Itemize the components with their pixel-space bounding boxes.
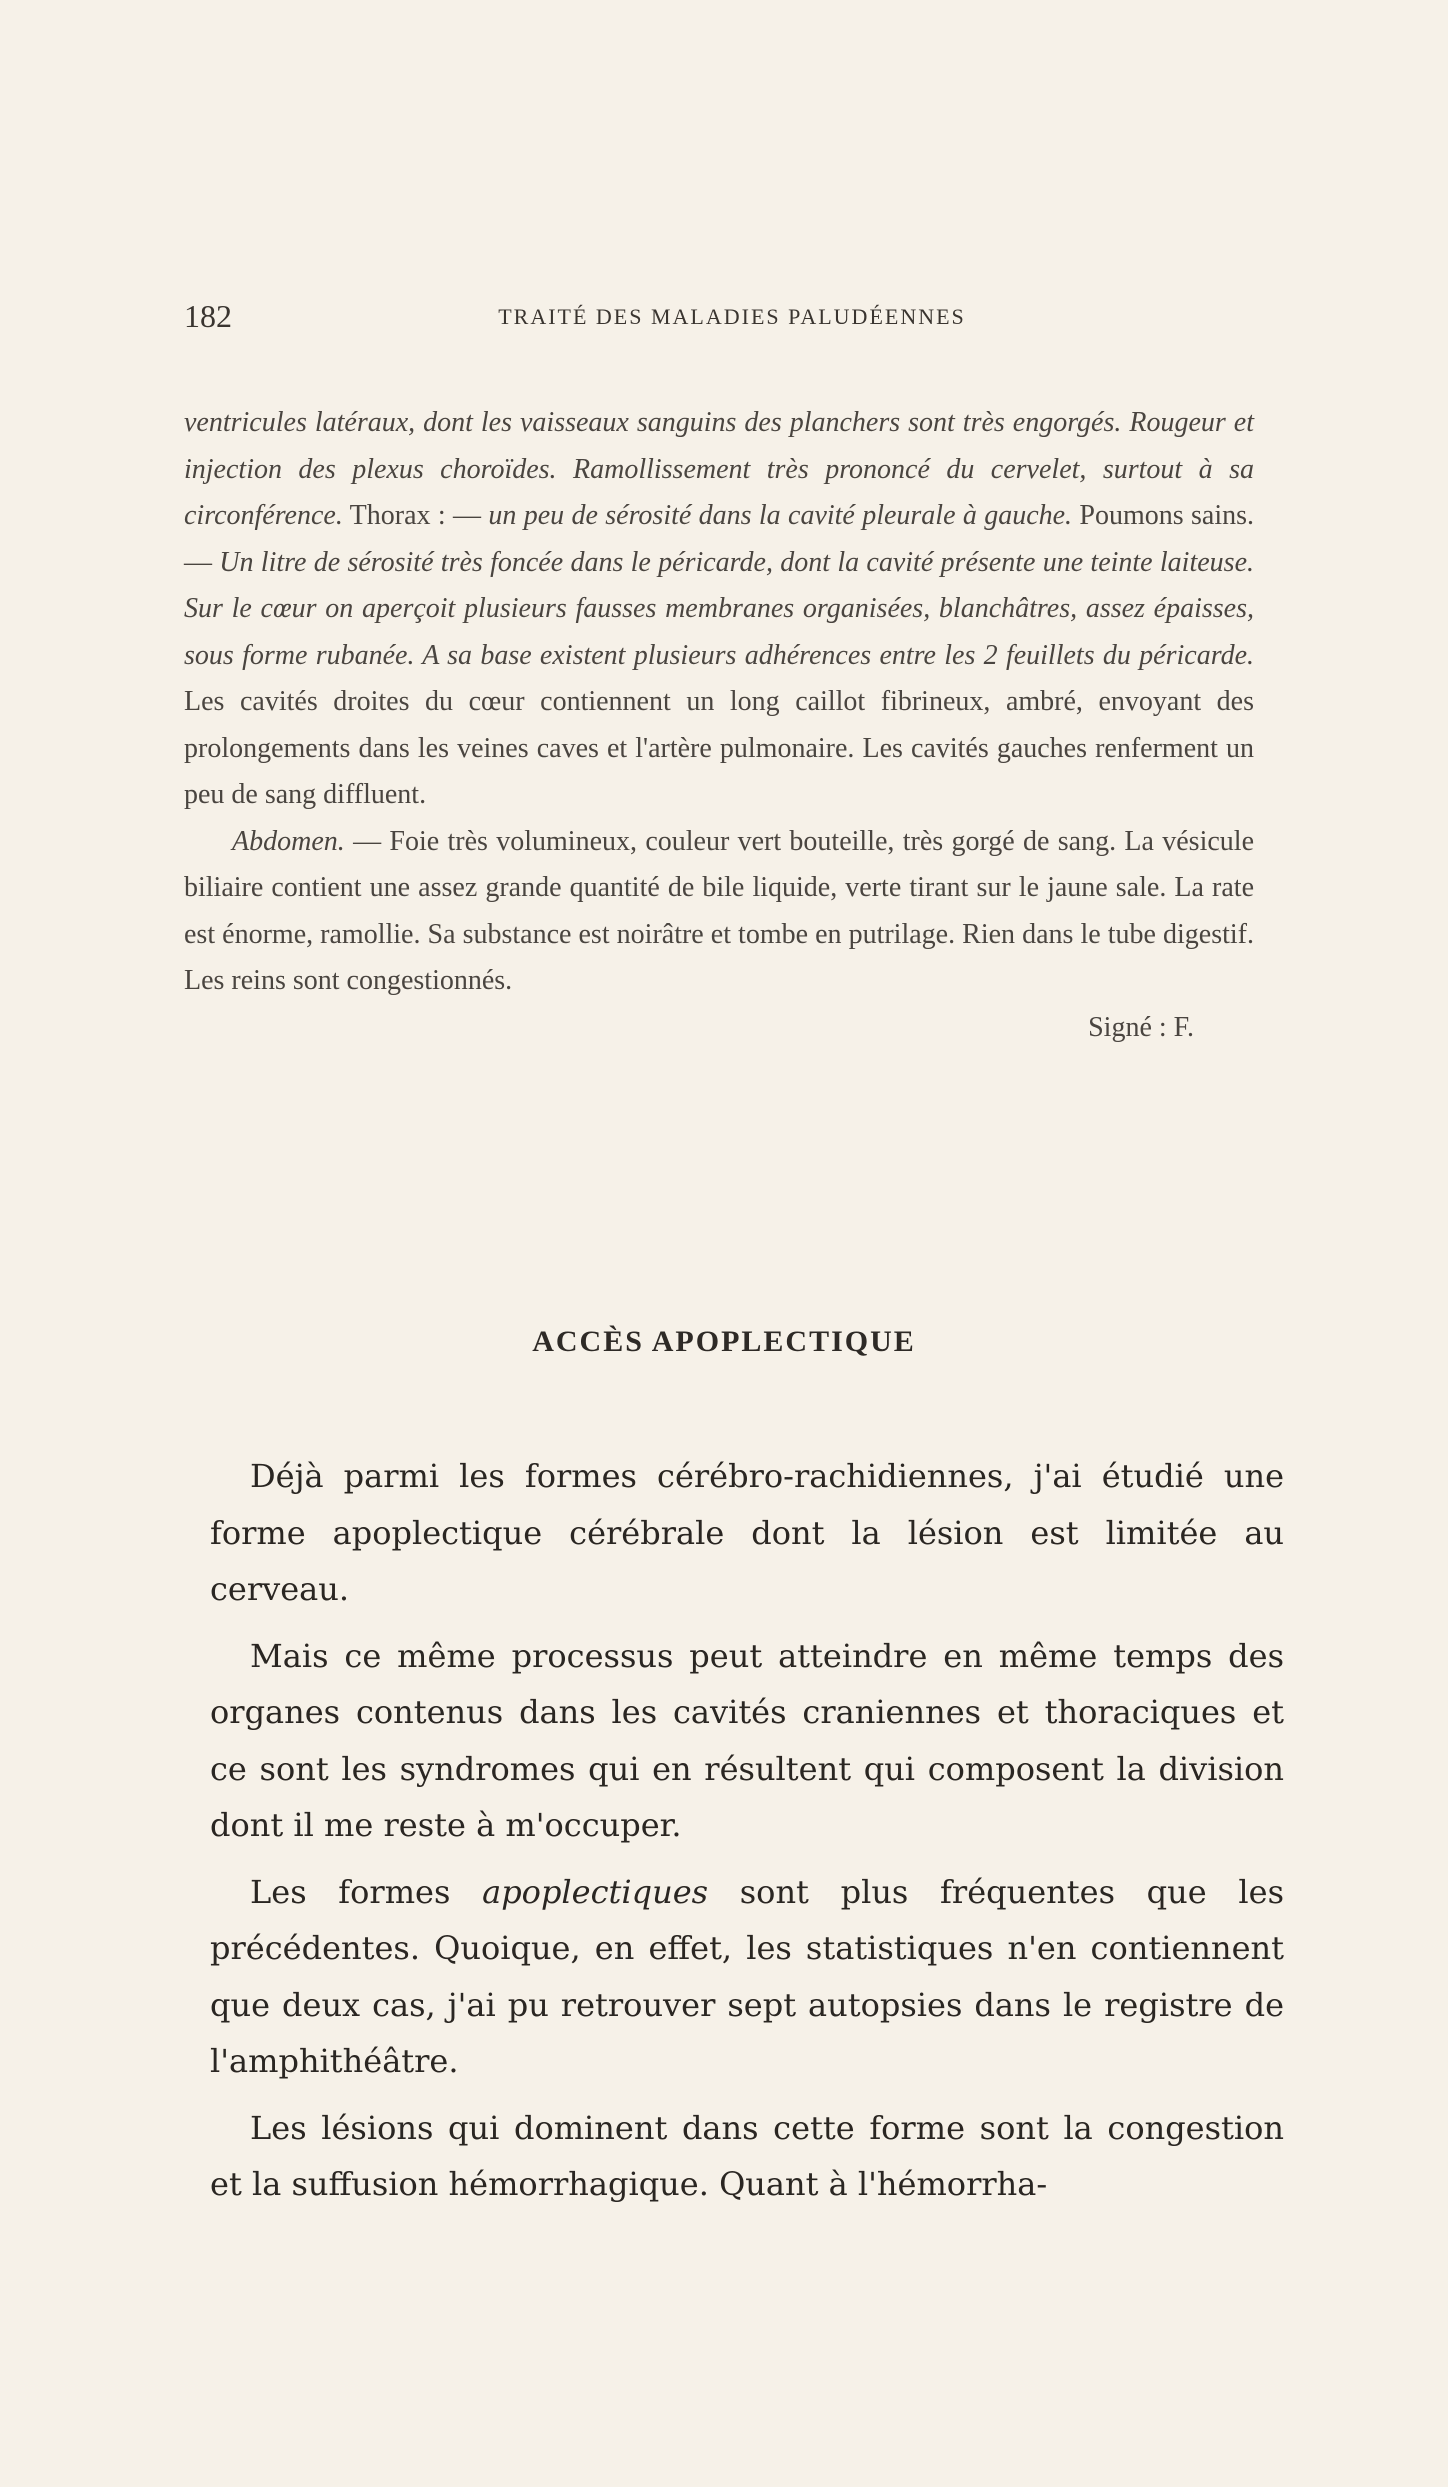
body-text: Poumons sains. — (184, 500, 1254, 578)
body-text: — Foie très volumineux, couleur vert bouteille, très gorgé de sang. La vésicule biliaire contient une assez grande quantité de bile liquide, verte tirant sur le jaune sale. La rate est énorme, ramollie. Sa substance est noirâtre et tombe en putrilage. Rien dans le tube digestif. Les reins sont congestionnés. (184, 825, 1254, 996)
page-number: 182 (184, 298, 232, 334)
italic-text: Abdomen. (232, 825, 345, 857)
italic-text: ventricules latéraux, dont les vaisseaux sanguins des planchers sont très engorgés. Rougeur et injection des plexus choroïdes. Ramollissement très prononcé du cervelet, surtout à sa circonférence. (184, 407, 1254, 531)
body-text: Les formes (250, 1872, 483, 1911)
italic-text: un peu de sérosité dans la cavité pleurale à gauche. (488, 500, 1073, 531)
section-paragraph (210, 1864, 1284, 2090)
body-text: sont plus fréquentes que les précédentes. Quoique, en effet, les statistiques n'en contiennent que deux cas, j'ai pu retrouver sept autopsies dans le registre de l'amphithéâtre. (210, 1872, 1285, 2080)
section-body (210, 1448, 1284, 2223)
running-title: TRAITÉ DES MALADIES PALUDÉENNES (498, 304, 966, 329)
italic-text: apoplectiques (482, 1872, 709, 1911)
section-heading: ACCÈS APOPLECTIQUE (532, 1325, 916, 1358)
body-text: Les cavités droites du cœur contiennent un long caillot fibrineux, ambré, envoyant des prolongements dans les veines caves et l'artère pulmonaire. Les cavités gauches renferment un peu de sang diffluent. (184, 686, 1254, 810)
section-paragraph: Mais ce même processus peut atteindre en même temps des organes contenus dans les cavités craniennes et thoraciques et ce sont les syndromes qui en résultent qui composent la division dont il me reste à m'occuper. (210, 1636, 1284, 1844)
autopsy-paragraph (184, 400, 1254, 819)
section-paragraph: Déjà parmi les formes cérébro-rachidiennes, j'ai étudié une forme apoplectique cérébrale dont la lésion est limitée au cerveau. (210, 1457, 1284, 1608)
body-text: Thorax : — (342, 500, 489, 531)
italic-text: Un litre de sérosité très foncée dans le péricarde, dont la cavité présente une teinte laiteuse. Sur le cœur on aperçoit plusieurs fausses membranes organisées, blanchâtres, assez épaisses, sous forme rubanée. A sa base existent plusieurs adhérences entre les 2 feuillets du péricarde. (184, 546, 1254, 671)
autopsy-report (184, 400, 1254, 1051)
section-paragraph: Les lésions qui dominent dans cette forme sont la congestion et la suffusion hémorrhagique. Quant à l'hémorrha- (210, 2108, 1284, 2203)
page-header (184, 298, 1280, 348)
abdomen-paragraph (184, 819, 1254, 1005)
signature: Signé : F. (1088, 1011, 1194, 1043)
